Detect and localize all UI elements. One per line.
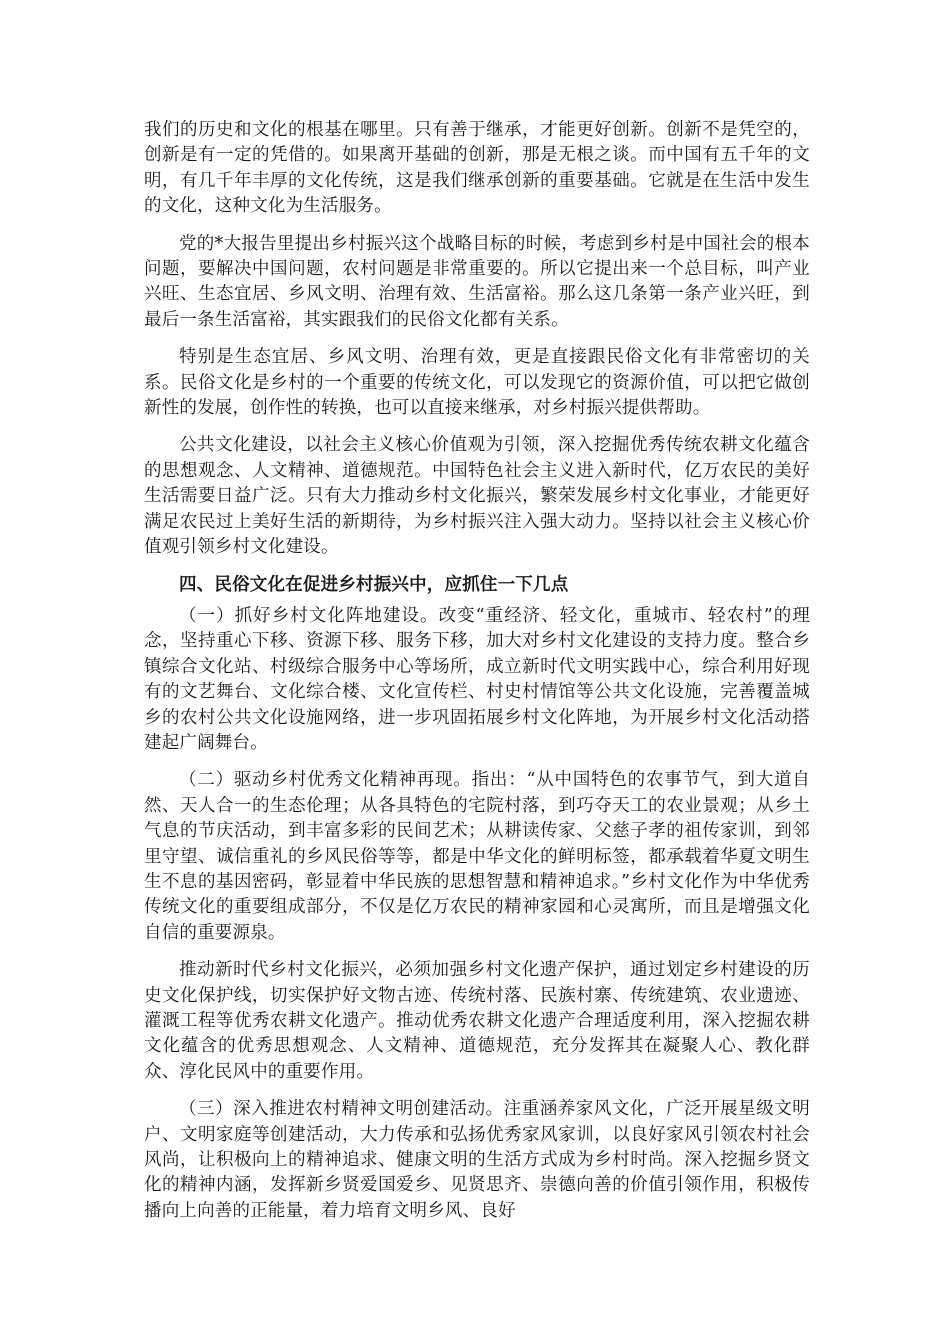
paragraph-point-three: （三）深入推进农村精神文明创建活动。注重涵养家风文化，广泛开展星级文明户、文明家庭等创建活动，大力传承和弘扬优秀家风家训，以良好家风引领农村社会风尚，让积极向上的精神追求、健康文明的生活方式成为乡村时尚。深入挖掘乡贤文化的精神内涵，发挥新乡贤爱国爱乡、见贤思齐、崇德向善的价值引领作用，积极传播向上向善的正能量，着力培育文明乡风、良好 [144,1099,810,1221]
section-heading: 四、民俗文化在促进乡村振兴中，应抓住一下几点 [179,574,569,595]
paragraph-point-one: （一）抓好乡村文化阵地建设。改变“重经济、轻文化，重城市、轻农村”的理念，坚持重心下移、资源下移、服务下移，加大对乡村文化建设的支持力度。整合乡镇综合文化站、村级综合服务中心等场所，成立新时代文明实践中心，综合利用好现有的文艺舞台、文化综合楼、文化宣传栏、村史村情馆等公共文化设施，完善覆盖城乡的农村公共文化设施网络，进一步巩固拓展乡村文化阵地，为开展乡村文化活动搭建起广阔舞台。 [144,605,810,753]
paragraph-heritage: 推动新时代乡村文化振兴，必须加强乡村文化遗产保护，通过划定乡村建设的历史文化保护线，切实保护好文物古迹、传统村落、民族村寨、传统建筑、农业遗迹、灌溉工程等优秀农耕文化遗产。推动优秀农耕文化遗产合理适度利用，深入挖掘农耕文化蕴含的优秀思想观念、人文精神、道德规范，充分发挥其在凝聚人心、教化群众、淳化民风中的重要作用。 [144,960,810,1082]
paragraph-public-culture: 公共文化建设，以社会主义核心价值观为引领，深入挖掘优秀传统农耕文化蕴含的思想观念、人文精神、道德规范。中国特色社会主义进入新时代，亿万农民的美好生活需要日益广泛。只有大力推动乡村文化振兴，繁荣发展乡村文化事业，才能更好满足农民过上美好生活的新期待，为乡村振兴注入强大动力。坚持以社会主义核心价值观引领乡村文化建设。 [144,435,810,558]
paragraph-rural-revitalization: 党的*大报告里提出乡村振兴这个战略目标的时候，考虑到乡村是中国社会的根本问题，要解决中国问题，农村问题是非常重要的。所以它提出来一个总目标，叫产业兴旺、生态宜居、乡风文明、治理有效、生活富裕。那么这几条第一条产业兴旺，到最后一条生活富裕，其实跟我们的民俗文化都有关系。 [144,233,810,330]
document-page [144,118,810,1236]
paragraph-continued: 我们的历史和文化的根基在哪里。只有善于继承，才能更好创新。创新不是凭空的，创新是有一定的凭借的。如果离开基础的创新，那是无根之谈。而中国有五千年的文明，有几千年丰厚的文化传统，这是我们继承创新的重要基础。它就是在生活中发生的文化，这种文化为生活服务。 [144,120,810,217]
paragraph-point-two: （二）驱动乡村优秀文化精神再现。指出：“从中国特色的农事节气，到大道自然、天人合一的生态伦理；从各具特色的宅院村落，到巧夺天工的农业景观；从乡土气息的节庆活动，到丰富多彩的民间艺术；从耕读传家、父慈子孝的祖传家训，到邻里守望、诚信重礼的乡风民俗等等，都是中华文化的鲜明标签，都承载着华夏文明生生不息的基因密码，彰显着中华民族的思想智慧和精神追求。”乡村文化作为中华优秀传统文化的重要组成部分，不仅是亿万农民的精神家园和心灵寓所，而且是增强文化自信的重要源泉。 [144,770,810,943]
paragraph-folk-culture: 特别是生态宜居、乡风文明、治理有效，更是直接跟民俗文化有非常密切的关系。民俗文化是乡村的一个重要的传统文化，可以发现它的资源价值，可以把它做创新性的发展，创作性的转换，也可以直接来继承，对乡村振兴提供帮助。 [144,347,810,419]
